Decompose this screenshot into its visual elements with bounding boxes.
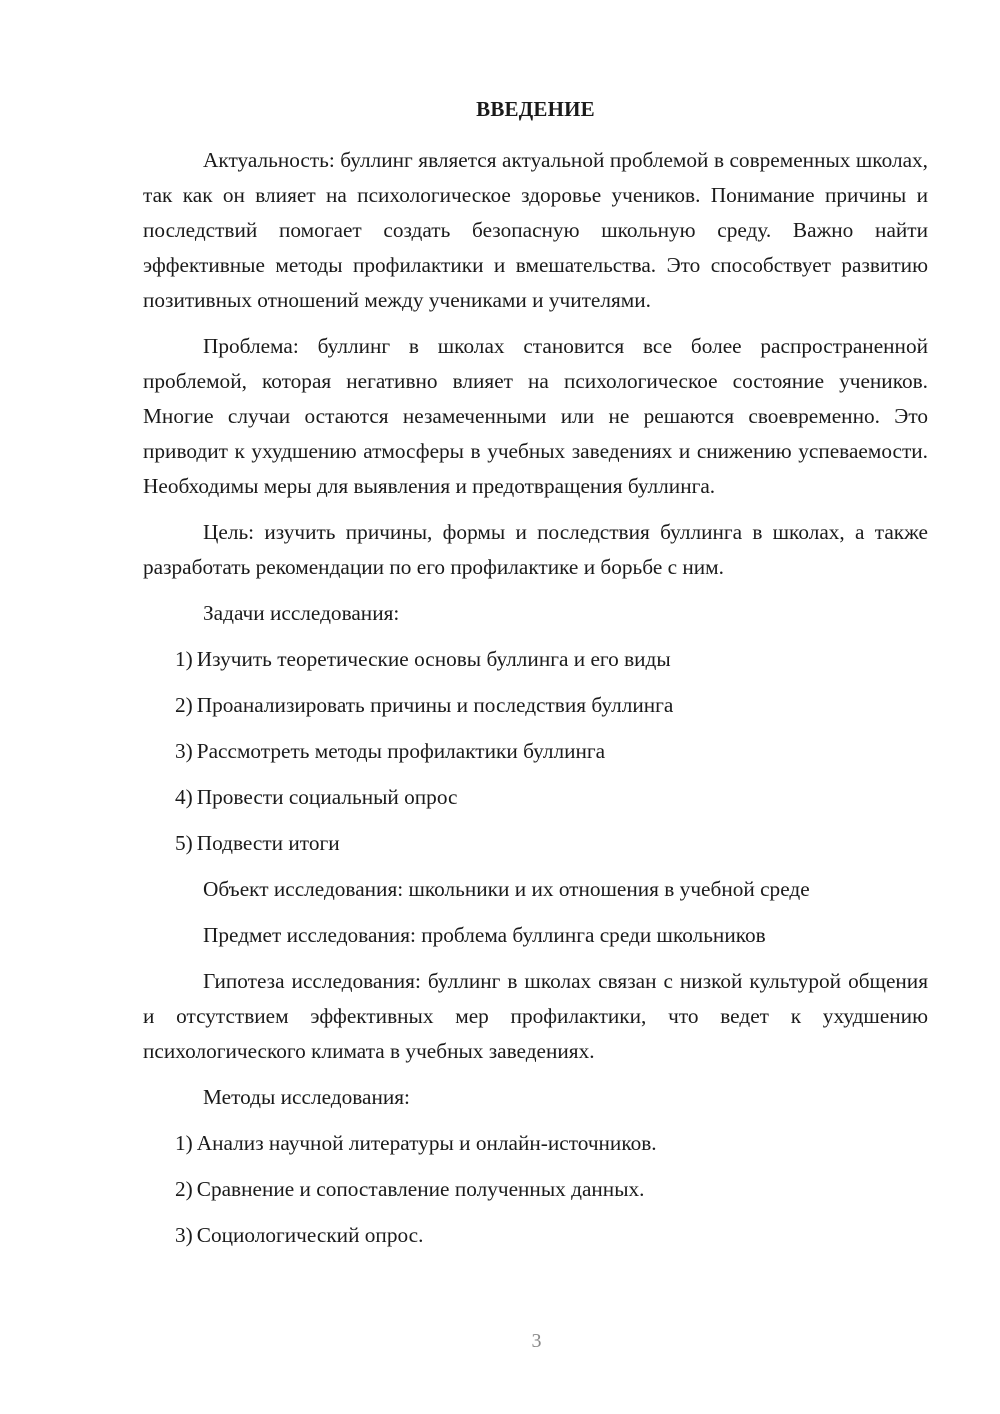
- tasks-list: [143, 642, 928, 861]
- list-item: [143, 780, 928, 815]
- hypothesis-paragraph: Гипотеза исследования: буллинг в школах связан с низкой культурой общения и отсутствием эффективных мер профилактики, что ведет к ухудшению психологического климата в учебных заведениях.: [143, 969, 928, 1063]
- list-item: [143, 826, 928, 861]
- methods-list: [143, 1126, 928, 1253]
- list-item-text: Анализ научной литературы и онлайн-источников.: [196, 1131, 657, 1155]
- list-item-text: Сравнение и сопоставление полученных данных.: [196, 1177, 645, 1201]
- list-item-number: 1): [175, 647, 193, 671]
- list-item-number: 2): [175, 693, 193, 717]
- list-item-text: Рассмотреть методы профилактики буллинга: [196, 739, 606, 763]
- list-item-number: 4): [175, 785, 193, 809]
- list-item: [143, 1218, 928, 1253]
- list-item: [143, 1126, 928, 1161]
- list-item-number: 3): [175, 739, 193, 763]
- list-item-text: Провести социальный опрос: [196, 785, 458, 809]
- object-paragraph: Объект исследования: школьники и их отношения в учебной среде: [203, 877, 810, 901]
- relevance-paragraph: Актуальность: буллинг является актуальной проблемой в современных школах, так как он влияет на психологическое здоровье учеников. Понимание причины и последствий помогает создать безопасную школьную среду. Важно найти эффективные методы профилактики и вмешательства. Это способствует развитию позитивных отношений между учениками и учителями.: [143, 148, 928, 312]
- list-item-number: 5): [175, 831, 193, 855]
- list-item-text: Проанализировать причины и последствия буллинга: [196, 693, 674, 717]
- section-title: ВВЕДЕНИЕ: [476, 97, 595, 121]
- list-item-text: Изучить теоретические основы буллинга и его виды: [196, 647, 671, 671]
- list-item-text: Подвести итоги: [196, 831, 340, 855]
- methods-heading: Методы исследования:: [203, 1085, 410, 1109]
- document-page: [143, 92, 928, 1264]
- list-item: [143, 734, 928, 769]
- page-number: 3: [531, 1330, 542, 1352]
- list-item-text: Социологический опрос.: [196, 1223, 424, 1247]
- list-item: [143, 642, 928, 677]
- list-item: [143, 1172, 928, 1207]
- subject-paragraph: Предмет исследования: проблема буллинга среди школьников: [203, 923, 766, 947]
- list-item-number: 2): [175, 1177, 193, 1201]
- goal-paragraph: Цель: изучить причины, формы и последствия буллинга в школах, а также разработать рекомендации по его профилактике и борьбе с ним.: [143, 520, 928, 579]
- list-item-number: 3): [175, 1223, 193, 1247]
- tasks-heading: Задачи исследования:: [203, 601, 400, 625]
- list-item-number: 1): [175, 1131, 193, 1155]
- problem-paragraph: Проблема: буллинг в школах становится все более распространенной проблемой, которая негативно влияет на психологическое состояние учеников. Многие случаи остаются незамеченными или не решаются своевременно. Это приводит к ухудшению атмосферы в учебных заведениях и снижению успеваемости. Необходимы меры для выявления и предотвращения буллинга.: [143, 334, 928, 498]
- list-item: [143, 688, 928, 723]
